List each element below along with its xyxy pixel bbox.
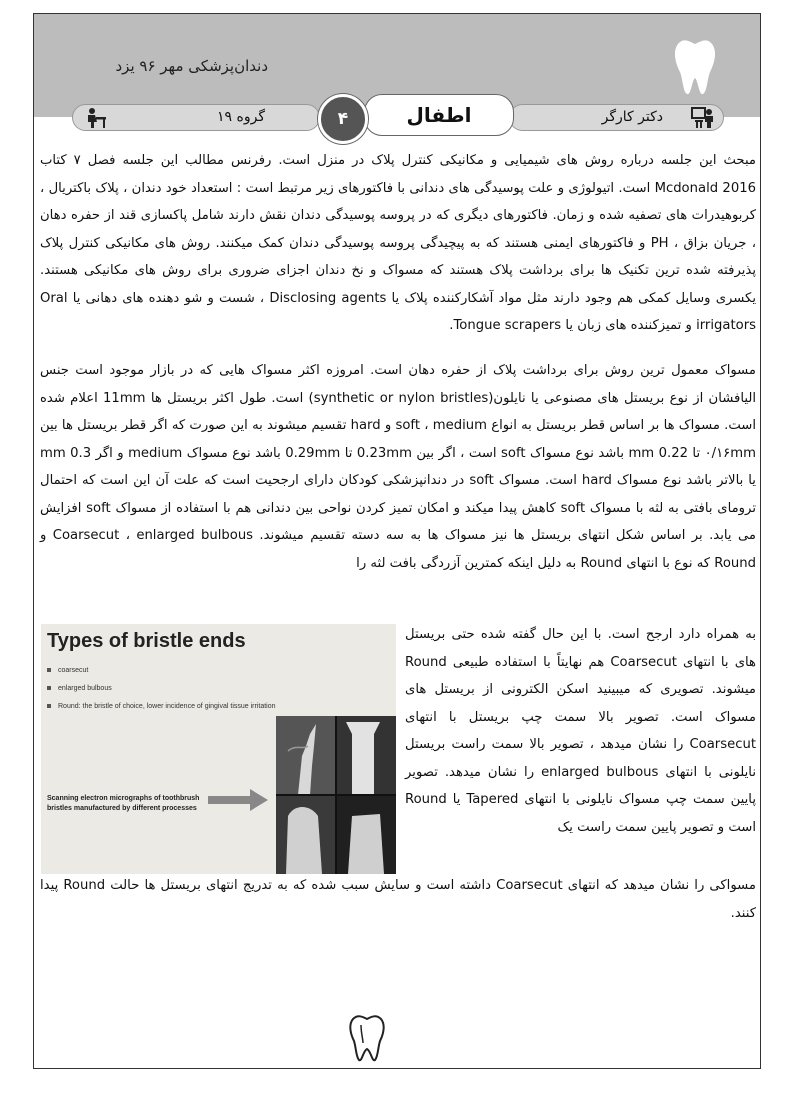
paragraph-toothbrush: مسواک معمول ترین روش برای برداشت پلاک از حفره دهان است. امروزه اکثر مسواک هایی که در بازار موجود است جنس الیافشان از نوع بریستل های مصنوعی یا نایلون(synthetic or nylon bristles) است. طول اکثر بریستل ها 11mm اعلام شده است. مسواک ها بر اساس قطر بریستل به انواع soft ، medium و hard تقسیم میشوند به این صورت که اگر قطر بریستل ها بین ۰/۱۶mm تا 0.22 mm باشد نوع مسواک soft است ، اگر بین 0.23mm تا 0.29mm باشد نوع مسواک medium و اگر 0.3 mm یا بالاتر باشد نوع مسواک hard است. مسواک soft در دندانپزشکی کودکان دارای ارجحیت است که علت آن این است که احتمال ترومای بافتی به لثه با مسواک soft کاهش پیدا میکند و امکان تمیز کردن نواحی بین دندانی هم با استفاده از مسواک soft افزایش می یابد. بر اساس شکل انتهای بریستل ها نیز مسواک ها به سه دسته تقسیم میشوند. Coarsecut ، enlarged bulbous و Round که نوع با انتهای Round به دلیل اینکه کمترین آزردگی بافت لثه را [40, 363, 757, 571]
doctor-name: دکتر کارگر [601, 109, 663, 125]
bristle-ends-figure [41, 624, 396, 874]
figure-bullet: Round: the bristle of choice, lower incidence of gingival tissue irritation [47, 698, 276, 716]
paragraph-conclusion: مسواکی را نشان میدهد که انتهای Coarsecut داشته است و سایش سبب شده که به تدریج انتهای بریستل ها حالت Round پیدا کنند. [40, 878, 756, 921]
paragraph-plaque-control: مبحث این جلسه درباره روش های شیمیایی و مکانیکی کنترل پلاک در منزل است. رفرنس مطالب این جلسه فصل ۷ کتاب Mcdonald 2016 است. اتیولوژی و علت پوسیدگی های دندانی با فاکتورهای زیر مرتبط است : استعداد خود دندان ، پلاک باکتریال ، کربوهیدرات های تصفیه شده و زمان. فاکتورهای دیگری که در پروسه پوسیدگی دندان نقش دارند شامل پاکسازی قند از حفره دهان ، جریان بزاق ، PH و فاکتورهای ایمنی هستند که به پیچیدگی پروسه پوسیدگی دندان کمک میکنند. روش های مکانیکی کنترل پلاک پذیرفته شده ترین تکنیک ها برای برداشت پلاک هستند که مسواک و نخ دندان اجزای ضروری برای روش های مکانیکی هستند. یکسری وسایل کمکی هم وجود دارند مثل مواد آشکارکننده پلاک یا Disclosing agents ، شست و شو دهنده های دهانی یا Oral irrigators و تمیزکننده های زبان یا Tongue scrapers. [40, 153, 757, 333]
session-number: ۴ [318, 94, 368, 144]
paragraph-bristle-ends: به همراه دارد ارجح است. با این حال گفته شده حتی بریستل های با انتهای Coarsecut هم نهایتاً با استفاده طبیعی Round میشوند. تصویری که میبینید اسکن الکترونی از بریستل های مسواک است. تصویر بالا سمت چپ بریستل با انتهای Coarsecut را نشان میدهد ، تصویر بالا سمت راست بریستل نایلونی با انتهای enlarged bulbous را نشان میدهد. تصویر پایین سمت چپ مسواک نایلونی با انتهای Tapered یا Round است و تصویر پایین سمت راست یک [405, 627, 757, 835]
figure-caption: Scanning electron micrographs of toothbrush bristles manufactured by different processes [47, 795, 200, 812]
figure-bullet: coarsecut [47, 662, 276, 680]
group-pill [72, 104, 320, 131]
doctor-pill [509, 104, 724, 131]
tooth-outline-icon [345, 1013, 389, 1063]
clinic-name: دندان‌پزشکی مهر ۹۶ یزد [115, 57, 268, 75]
figure-title: Types of bristle ends [47, 630, 246, 652]
subject-title: اطفال [364, 94, 514, 136]
title-bar [72, 104, 724, 131]
figure-bullet-list [47, 662, 276, 716]
figure-bullet: enlarged bulbous [47, 680, 276, 698]
group-label: گروه ۱۹ [217, 109, 265, 125]
tooth-icon [670, 36, 720, 98]
teacher-board-icon [691, 107, 715, 129]
arrow-right-icon [208, 789, 268, 811]
micrograph-image [276, 716, 396, 874]
student-desk-icon [83, 107, 107, 129]
